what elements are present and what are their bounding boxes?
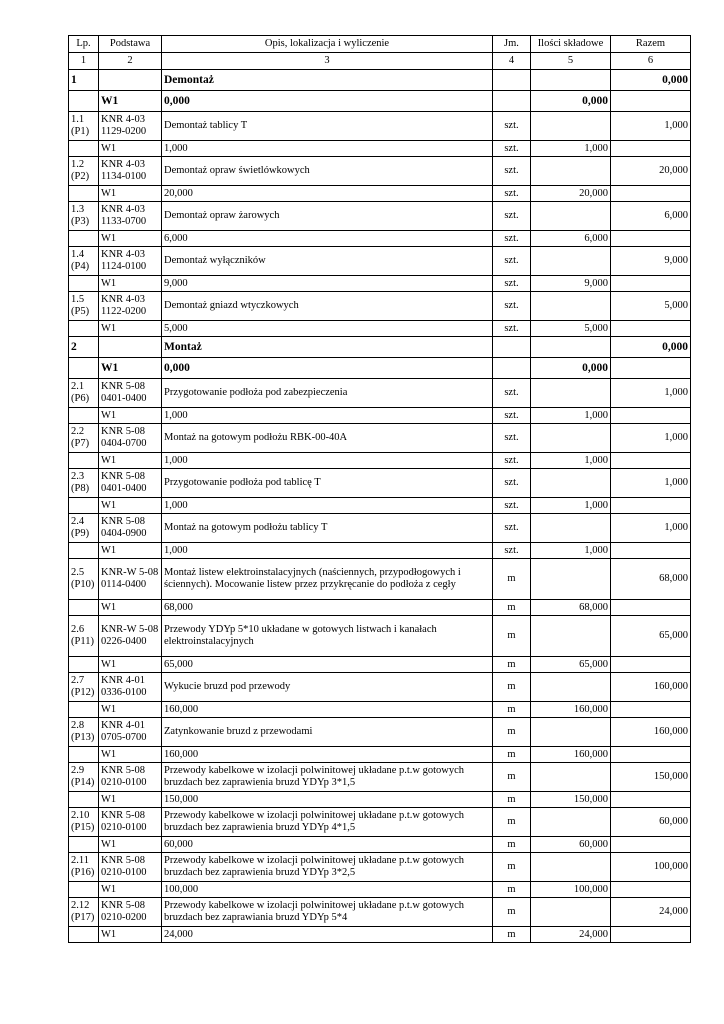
w1-quantity: 5,000 [531, 321, 611, 337]
item-jm: szt. [493, 469, 531, 498]
item-podstawa: KNR 5-08 0210-0100 [99, 853, 162, 882]
w1-row [69, 276, 691, 292]
empty-cell [531, 292, 611, 321]
section-number: 2 [69, 337, 99, 358]
item-row [69, 514, 691, 543]
w1-quantity: 65,000 [531, 657, 611, 673]
item-row [69, 808, 691, 837]
w1-label: W1 [99, 321, 162, 337]
item-podstawa: KNR 4-01 0705-0700 [99, 718, 162, 747]
w1-description: 1,000 [162, 408, 493, 424]
w1-label: W1 [99, 702, 162, 718]
w1-quantity: 100,000 [531, 882, 611, 898]
item-jm: m [493, 853, 531, 882]
w1-jm: szt. [493, 408, 531, 424]
empty-cell [531, 616, 611, 657]
w1-label: W1 [99, 837, 162, 853]
empty-cell [531, 70, 611, 91]
empty-cell [493, 70, 531, 91]
header-jm: Jm. [493, 36, 531, 53]
item-row [69, 898, 691, 927]
item-opis: Wykucie bruzd pod przewody [162, 673, 493, 702]
item-row [69, 763, 691, 792]
item-lp: 2.5 (P10) [69, 559, 99, 600]
header-opis: Opis, lokalizacja i wyliczenie [162, 36, 493, 53]
w1-row [69, 837, 691, 853]
w1-quantity: 160,000 [531, 702, 611, 718]
w1-row [69, 600, 691, 616]
empty-cell [531, 853, 611, 882]
item-lp: 1.2 (P2) [69, 157, 99, 186]
w1-row [69, 408, 691, 424]
empty-cell [531, 763, 611, 792]
item-podstawa: KNR 4-03 1133-0700 [99, 202, 162, 231]
item-lp: 2.9 (P14) [69, 763, 99, 792]
empty-cell [611, 231, 691, 247]
item-razem: 6,000 [611, 202, 691, 231]
w1-label: W1 [99, 882, 162, 898]
empty-cell [611, 358, 691, 379]
kosztorys-table [68, 35, 691, 943]
item-podstawa: KNR 4-03 1129-0200 [99, 112, 162, 141]
empty-cell [531, 514, 611, 543]
w1-quantity: 1,000 [531, 453, 611, 469]
empty-cell [531, 808, 611, 837]
empty-cell [611, 600, 691, 616]
w1-label: W1 [99, 600, 162, 616]
w1-label: W1 [99, 747, 162, 763]
item-opis: Przewody kabelkowe w izolacji polwinitowej układane p.t.w gotowych bruzdach bez zaprawienia bruzd YDYp 3*2,5 [162, 853, 493, 882]
w1-quantity: 0,000 [531, 91, 611, 112]
empty-cell [69, 657, 99, 673]
w1-jm: m [493, 657, 531, 673]
w1-label: W1 [99, 657, 162, 673]
column-number: 2 [99, 53, 162, 70]
empty-cell [69, 91, 99, 112]
item-row [69, 292, 691, 321]
empty-cell [493, 358, 531, 379]
item-opis: Montaż listew elektroinstalacyjnych (naściennych, przypodłogowych i ściennych). Mocowanie listew przez przykręcanie do podłoża z cegły [162, 559, 493, 600]
item-opis: Demontaż gniazd wtyczkowych [162, 292, 493, 321]
item-jm: m [493, 673, 531, 702]
w1-jm: m [493, 747, 531, 763]
w1-quantity: 150,000 [531, 792, 611, 808]
empty-cell [69, 453, 99, 469]
item-row [69, 202, 691, 231]
empty-cell [611, 702, 691, 718]
empty-cell [69, 186, 99, 202]
item-razem: 20,000 [611, 157, 691, 186]
w1-description: 20,000 [162, 186, 493, 202]
item-row [69, 469, 691, 498]
w1-label: W1 [99, 231, 162, 247]
item-row [69, 157, 691, 186]
w1-row [69, 657, 691, 673]
w1-description: 1,000 [162, 453, 493, 469]
empty-cell [493, 337, 531, 358]
item-opis: Montaż na gotowym podłożu tablicy T [162, 514, 493, 543]
item-razem: 68,000 [611, 559, 691, 600]
item-jm: szt. [493, 424, 531, 453]
empty-cell [611, 408, 691, 424]
empty-cell [531, 718, 611, 747]
w1-row [69, 141, 691, 157]
empty-cell [611, 276, 691, 292]
empty-cell [69, 747, 99, 763]
item-razem: 5,000 [611, 292, 691, 321]
item-opis: Demontaż opraw świetlówkowych [162, 157, 493, 186]
column-number: 1 [69, 53, 99, 70]
item-razem: 150,000 [611, 763, 691, 792]
item-podstawa: KNR 5-08 0404-0900 [99, 514, 162, 543]
w1-description: 68,000 [162, 600, 493, 616]
empty-cell [611, 321, 691, 337]
empty-cell [611, 882, 691, 898]
w1-label: W1 [99, 498, 162, 514]
w1-label: W1 [99, 408, 162, 424]
item-podstawa: KNR-W 5-08 0114-0400 [99, 559, 162, 600]
section-w1-row [69, 358, 691, 379]
w1-description: 160,000 [162, 702, 493, 718]
empty-cell [611, 141, 691, 157]
w1-jm: m [493, 837, 531, 853]
item-podstawa: KNR 5-08 0401-0400 [99, 469, 162, 498]
header-ilosci: Ilości składowe [531, 36, 611, 53]
item-lp: 1.4 (P4) [69, 247, 99, 276]
section-total: 0,000 [611, 70, 691, 91]
w1-description: 24,000 [162, 927, 493, 943]
section-row [69, 70, 691, 91]
empty-cell [69, 792, 99, 808]
item-podstawa: KNR 5-08 0404-0700 [99, 424, 162, 453]
empty-cell [69, 927, 99, 943]
item-lp: 2.6 (P11) [69, 616, 99, 657]
item-opis: Przewody kabelkowe w izolacji polwinitowej układane p.t.w gotowych bruzdach bez zaprawienia bruzd YDYp 4*1,5 [162, 808, 493, 837]
item-opis: Przewody kabelkowe w izolacji polwinitowej układane p.t.w gotowych bruzdach bez zaprawienia bruzd YDYp 3*1,5 [162, 763, 493, 792]
w1-jm: m [493, 792, 531, 808]
w1-row [69, 231, 691, 247]
w1-quantity: 1,000 [531, 543, 611, 559]
w1-description: 1,000 [162, 543, 493, 559]
w1-description: 1,000 [162, 141, 493, 157]
w1-row [69, 498, 691, 514]
w1-label: W1 [99, 91, 162, 112]
w1-jm: m [493, 600, 531, 616]
empty-cell [611, 747, 691, 763]
w1-label: W1 [99, 276, 162, 292]
column-number: 4 [493, 53, 531, 70]
item-razem: 1,000 [611, 424, 691, 453]
empty-cell [69, 276, 99, 292]
table-body [69, 70, 691, 943]
empty-cell [69, 498, 99, 514]
w1-quantity: 68,000 [531, 600, 611, 616]
section-title: Demontaż [162, 70, 493, 91]
item-podstawa: KNR 4-03 1124-0100 [99, 247, 162, 276]
item-opis: Przygotowanie podłoża pod tablicę T [162, 469, 493, 498]
item-podstawa: KNR-W 5-08 0226-0400 [99, 616, 162, 657]
empty-cell [611, 543, 691, 559]
empty-cell [99, 70, 162, 91]
w1-label: W1 [99, 927, 162, 943]
item-razem: 160,000 [611, 673, 691, 702]
item-opis: Zatynkowanie bruzd z przewodami [162, 718, 493, 747]
w1-jm: szt. [493, 231, 531, 247]
empty-cell [531, 337, 611, 358]
w1-jm: m [493, 927, 531, 943]
empty-cell [531, 559, 611, 600]
item-razem: 9,000 [611, 247, 691, 276]
empty-cell [69, 543, 99, 559]
item-opis: Demontaż wyłączników [162, 247, 493, 276]
w1-row [69, 927, 691, 943]
item-razem: 60,000 [611, 808, 691, 837]
w1-row [69, 792, 691, 808]
item-podstawa: KNR 5-08 0210-0100 [99, 763, 162, 792]
item-razem: 1,000 [611, 379, 691, 408]
w1-row [69, 747, 691, 763]
w1-description: 0,000 [162, 91, 493, 112]
empty-cell [69, 837, 99, 853]
w1-quantity: 160,000 [531, 747, 611, 763]
item-jm: szt. [493, 514, 531, 543]
w1-row [69, 321, 691, 337]
item-jm: szt. [493, 157, 531, 186]
w1-row [69, 702, 691, 718]
empty-cell [69, 231, 99, 247]
empty-cell [531, 424, 611, 453]
item-podstawa: KNR 4-01 0336-0100 [99, 673, 162, 702]
empty-cell [69, 321, 99, 337]
w1-jm: szt. [493, 498, 531, 514]
item-razem: 160,000 [611, 718, 691, 747]
empty-cell [611, 927, 691, 943]
header-podstawa: Podstawa [99, 36, 162, 53]
item-opis: Montaż na gotowym podłożu RBK-00-40A [162, 424, 493, 453]
w1-quantity: 24,000 [531, 927, 611, 943]
item-jm: m [493, 559, 531, 600]
empty-cell [531, 112, 611, 141]
w1-row [69, 453, 691, 469]
column-number: 3 [162, 53, 493, 70]
w1-description: 5,000 [162, 321, 493, 337]
w1-label: W1 [99, 186, 162, 202]
item-lp: 1.1 (P1) [69, 112, 99, 141]
empty-cell [69, 358, 99, 379]
item-razem: 100,000 [611, 853, 691, 882]
item-podstawa: KNR 5-08 0210-0200 [99, 898, 162, 927]
empty-cell [69, 141, 99, 157]
w1-jm: szt. [493, 141, 531, 157]
item-opis: Przewody YDYp 5*10 układane w gotowych listwach i kanałach elektroinstalacyjnych [162, 616, 493, 657]
empty-cell [531, 157, 611, 186]
empty-cell [493, 91, 531, 112]
w1-description: 65,000 [162, 657, 493, 673]
w1-description: 9,000 [162, 276, 493, 292]
item-opis: Przewody kabelkowe w izolacji polwinitowej układane p.t.w gotowych bruzdach bez zaprawiania bruzd YDYp 5*4 [162, 898, 493, 927]
item-razem: 1,000 [611, 514, 691, 543]
item-row [69, 379, 691, 408]
item-lp: 1.3 (P3) [69, 202, 99, 231]
item-lp: 2.11 (P16) [69, 853, 99, 882]
w1-description: 0,000 [162, 358, 493, 379]
w1-quantity: 6,000 [531, 231, 611, 247]
w1-label: W1 [99, 792, 162, 808]
w1-label: W1 [99, 141, 162, 157]
item-podstawa: KNR 4-03 1122-0200 [99, 292, 162, 321]
w1-quantity: 0,000 [531, 358, 611, 379]
empty-cell [611, 792, 691, 808]
w1-description: 1,000 [162, 498, 493, 514]
item-lp: 2.1 (P6) [69, 379, 99, 408]
empty-cell [611, 453, 691, 469]
w1-quantity: 1,000 [531, 141, 611, 157]
item-jm: m [493, 616, 531, 657]
w1-description: 160,000 [162, 747, 493, 763]
item-jm: m [493, 763, 531, 792]
item-row [69, 673, 691, 702]
empty-cell [69, 600, 99, 616]
w1-description: 6,000 [162, 231, 493, 247]
item-opis: Przygotowanie podłoża pod zabezpieczenia [162, 379, 493, 408]
w1-jm: szt. [493, 321, 531, 337]
item-lp: 2.3 (P8) [69, 469, 99, 498]
item-lp: 2.2 (P7) [69, 424, 99, 453]
item-jm: m [493, 898, 531, 927]
item-podstawa: KNR 5-08 0210-0100 [99, 808, 162, 837]
item-razem: 1,000 [611, 469, 691, 498]
item-row [69, 112, 691, 141]
header-row [69, 36, 691, 53]
item-row [69, 559, 691, 600]
item-lp: 2.7 (P12) [69, 673, 99, 702]
empty-cell [531, 898, 611, 927]
w1-jm: szt. [493, 276, 531, 292]
item-lp: 2.12 (P17) [69, 898, 99, 927]
empty-cell [531, 673, 611, 702]
empty-cell [611, 91, 691, 112]
w1-jm: szt. [493, 453, 531, 469]
empty-cell [69, 882, 99, 898]
item-jm: szt. [493, 379, 531, 408]
empty-cell [611, 498, 691, 514]
empty-cell [531, 469, 611, 498]
item-razem: 1,000 [611, 112, 691, 141]
column-number: 6 [611, 53, 691, 70]
empty-cell [611, 657, 691, 673]
empty-cell [69, 408, 99, 424]
w1-quantity: 20,000 [531, 186, 611, 202]
item-podstawa: KNR 5-08 0401-0400 [99, 379, 162, 408]
item-opis: Demontaż tablicy T [162, 112, 493, 141]
item-opis: Demontaż opraw żarowych [162, 202, 493, 231]
item-row [69, 247, 691, 276]
item-podstawa: KNR 4-03 1134-0100 [99, 157, 162, 186]
item-lp: 2.4 (P9) [69, 514, 99, 543]
w1-jm: m [493, 702, 531, 718]
item-jm: szt. [493, 112, 531, 141]
item-jm: szt. [493, 247, 531, 276]
empty-cell [531, 247, 611, 276]
section-row [69, 337, 691, 358]
w1-quantity: 1,000 [531, 408, 611, 424]
section-total: 0,000 [611, 337, 691, 358]
section-title: Montaż [162, 337, 493, 358]
w1-jm: szt. [493, 186, 531, 202]
item-jm: m [493, 718, 531, 747]
header-lp: Lp. [69, 36, 99, 53]
item-lp: 2.10 (P15) [69, 808, 99, 837]
empty-cell [69, 702, 99, 718]
item-jm: m [493, 808, 531, 837]
item-row [69, 718, 691, 747]
w1-description: 100,000 [162, 882, 493, 898]
empty-cell [611, 837, 691, 853]
w1-jm: m [493, 882, 531, 898]
item-row [69, 616, 691, 657]
w1-quantity: 60,000 [531, 837, 611, 853]
empty-cell [99, 337, 162, 358]
column-number-row [69, 53, 691, 70]
item-jm: szt. [493, 202, 531, 231]
item-lp: 2.8 (P13) [69, 718, 99, 747]
section-w1-row [69, 91, 691, 112]
empty-cell [611, 186, 691, 202]
column-number: 5 [531, 53, 611, 70]
header-razem: Razem [611, 36, 691, 53]
empty-cell [531, 379, 611, 408]
item-lp: 1.5 (P5) [69, 292, 99, 321]
item-razem: 65,000 [611, 616, 691, 657]
w1-row [69, 543, 691, 559]
w1-jm: szt. [493, 543, 531, 559]
w1-label: W1 [99, 453, 162, 469]
item-jm: szt. [493, 292, 531, 321]
w1-label: W1 [99, 358, 162, 379]
w1-description: 60,000 [162, 837, 493, 853]
w1-row [69, 882, 691, 898]
w1-quantity: 9,000 [531, 276, 611, 292]
w1-label: W1 [99, 543, 162, 559]
item-row [69, 853, 691, 882]
w1-row [69, 186, 691, 202]
w1-quantity: 1,000 [531, 498, 611, 514]
section-number: 1 [69, 70, 99, 91]
w1-description: 150,000 [162, 792, 493, 808]
empty-cell [531, 202, 611, 231]
item-razem: 24,000 [611, 898, 691, 927]
item-row [69, 424, 691, 453]
